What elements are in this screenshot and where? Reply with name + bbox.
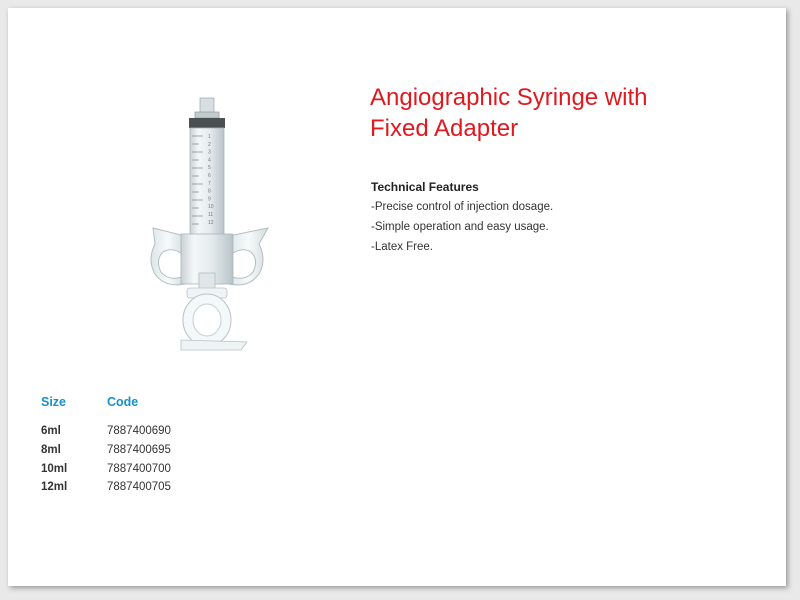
- table-row: [41, 444, 241, 462]
- scale-number: 9: [208, 196, 211, 203]
- code-cell: 7887400690: [107, 425, 171, 437]
- feature-item: -Latex Free.: [371, 241, 433, 253]
- code-cell: 7887400705: [107, 481, 171, 493]
- scale-number: 4: [208, 157, 211, 164]
- scale-number: 1: [208, 134, 211, 140]
- scale-number: 5: [208, 165, 211, 172]
- size-cell: 12ml: [41, 481, 68, 493]
- product-title-line1: Angiographic Syringe with: [370, 84, 648, 111]
- table-row: [41, 481, 241, 499]
- code-cell: 7887400700: [107, 463, 171, 475]
- technical-features: [371, 180, 671, 261]
- product-title-line2: Fixed Adapter: [370, 115, 519, 142]
- code-header: Code: [107, 395, 139, 409]
- table-row: [41, 463, 241, 481]
- product-title: [370, 82, 730, 144]
- scale-number: 3: [208, 149, 211, 156]
- size-header: Size: [41, 395, 67, 409]
- size-cell: 10ml: [41, 463, 68, 475]
- scale-number: 11: [208, 212, 214, 218]
- scale-number: 2: [208, 141, 211, 148]
- code-cell: 7887400695: [107, 444, 171, 456]
- features-heading: Technical Features: [371, 180, 479, 194]
- scale-number: 10: [208, 204, 214, 211]
- product-sheet: [8, 8, 786, 586]
- feature-item: -Precise control of injection dosage.: [371, 201, 554, 213]
- table-row: [41, 425, 241, 443]
- scale-number: 7: [208, 180, 211, 187]
- size-cell: 6ml: [41, 425, 61, 437]
- scale-number: 12: [208, 219, 214, 226]
- scale-number: 6: [208, 173, 211, 179]
- scale-number: 8: [208, 188, 211, 195]
- size-cell: 8ml: [41, 444, 61, 456]
- feature-item: -Simple operation and easy usage.: [371, 221, 549, 233]
- syringe-image: [143, 88, 278, 363]
